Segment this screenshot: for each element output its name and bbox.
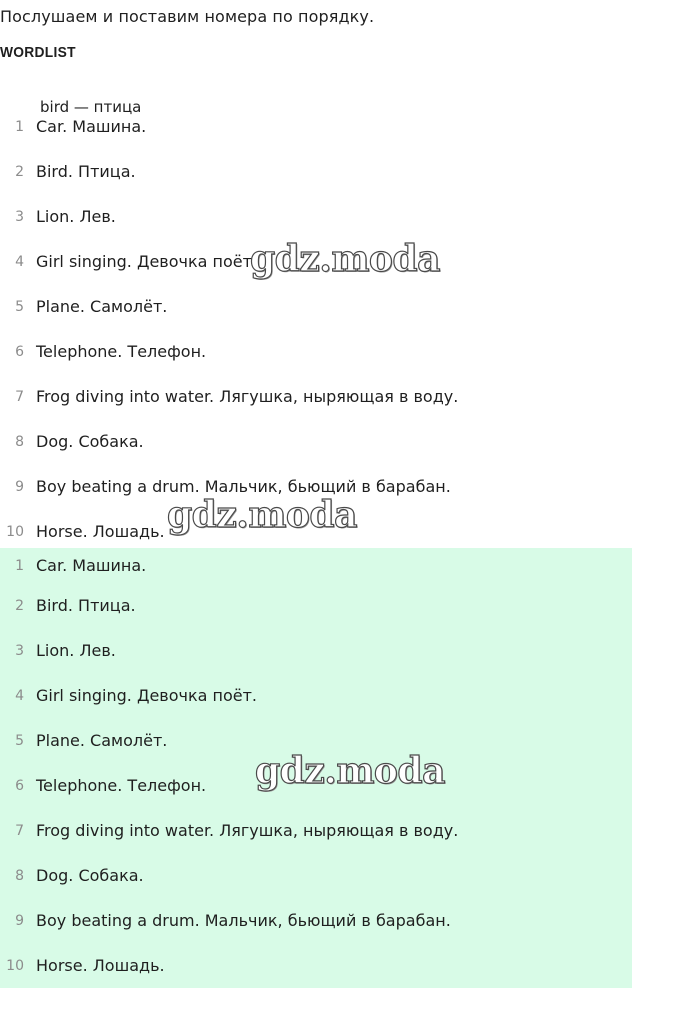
list-item <box>0 329 632 374</box>
intro-text: Послушаем и поставим номера по порядку. <box>0 7 375 26</box>
wordlist-a <box>0 104 632 554</box>
item-number: 8 <box>15 433 24 450</box>
list-item <box>0 239 632 284</box>
item-number: 2 <box>15 597 24 614</box>
item-text: Lion. Лев. <box>36 207 116 226</box>
item-text: Frog diving into water. Лягушка, ныряющая в воду. <box>36 387 459 406</box>
list-item <box>0 943 632 988</box>
item-number: 1 <box>15 118 24 135</box>
item-text: Frog diving into water. Лягушка, ныряющая в воду. <box>36 821 459 840</box>
item-text: Telephone. Телефон. <box>36 342 207 361</box>
watermark: gdz.moda <box>167 494 357 536</box>
item-text: Boy beating a drum. Мальчик, бьющий в барабан. <box>36 477 451 496</box>
wordlist-b-highlighted <box>0 548 632 988</box>
list-item <box>0 419 632 464</box>
item-number: 8 <box>15 867 24 884</box>
list-item <box>0 284 632 329</box>
item-text: Telephone. Телефон. <box>36 776 207 795</box>
item-text: Car. Машина. <box>36 556 147 575</box>
item-number: 10 <box>6 523 24 540</box>
item-text: Girl singing. Девочка поёт. <box>36 252 258 271</box>
item-number: 6 <box>15 343 24 360</box>
item-number: 10 <box>6 957 24 974</box>
list-item <box>0 149 632 194</box>
item-number: 1 <box>15 557 24 574</box>
item-text: Bird. Птица. <box>36 596 136 615</box>
list-item <box>0 104 632 149</box>
item-text: Plane. Самолёт. <box>36 297 168 316</box>
list-item <box>0 583 632 628</box>
clipped-line: bird — птица <box>40 98 142 116</box>
wordlist-heading: WORDLIST <box>0 44 76 61</box>
list-item <box>0 548 632 583</box>
item-text: Plane. Самолёт. <box>36 731 168 750</box>
item-number: 4 <box>15 687 24 704</box>
list-item <box>0 628 632 673</box>
list-item <box>0 808 632 853</box>
item-text: Boy beating a drum. Мальчик, бьющий в барабан. <box>36 911 451 930</box>
item-text: Horse. Лошадь. <box>36 522 165 541</box>
watermark: gdz.moda <box>255 750 445 792</box>
item-number: 4 <box>15 253 24 270</box>
item-text: Girl singing. Девочка поёт. <box>36 686 258 705</box>
item-text: Car. Машина. <box>36 117 147 136</box>
item-number: 5 <box>15 732 24 749</box>
item-number: 7 <box>15 388 24 405</box>
item-text: Horse. Лошадь. <box>36 956 165 975</box>
list-item <box>0 763 632 808</box>
list-item <box>0 673 632 718</box>
item-text: Dog. Собака. <box>36 866 144 885</box>
list-item <box>0 898 632 943</box>
list-item <box>0 374 632 419</box>
item-number: 9 <box>15 478 24 495</box>
list-item <box>0 853 632 898</box>
watermark: gdz.moda <box>250 238 440 280</box>
item-number: 5 <box>15 298 24 315</box>
item-number: 6 <box>15 777 24 794</box>
list-item <box>0 194 632 239</box>
item-text: Dog. Собака. <box>36 432 144 451</box>
item-number: 2 <box>15 163 24 180</box>
list-item <box>0 464 632 509</box>
list-item <box>0 718 632 763</box>
item-number: 3 <box>15 642 24 659</box>
item-number: 3 <box>15 208 24 225</box>
item-number: 9 <box>15 912 24 929</box>
item-text: Lion. Лев. <box>36 641 116 660</box>
item-number: 7 <box>15 822 24 839</box>
item-text: Bird. Птица. <box>36 162 136 181</box>
